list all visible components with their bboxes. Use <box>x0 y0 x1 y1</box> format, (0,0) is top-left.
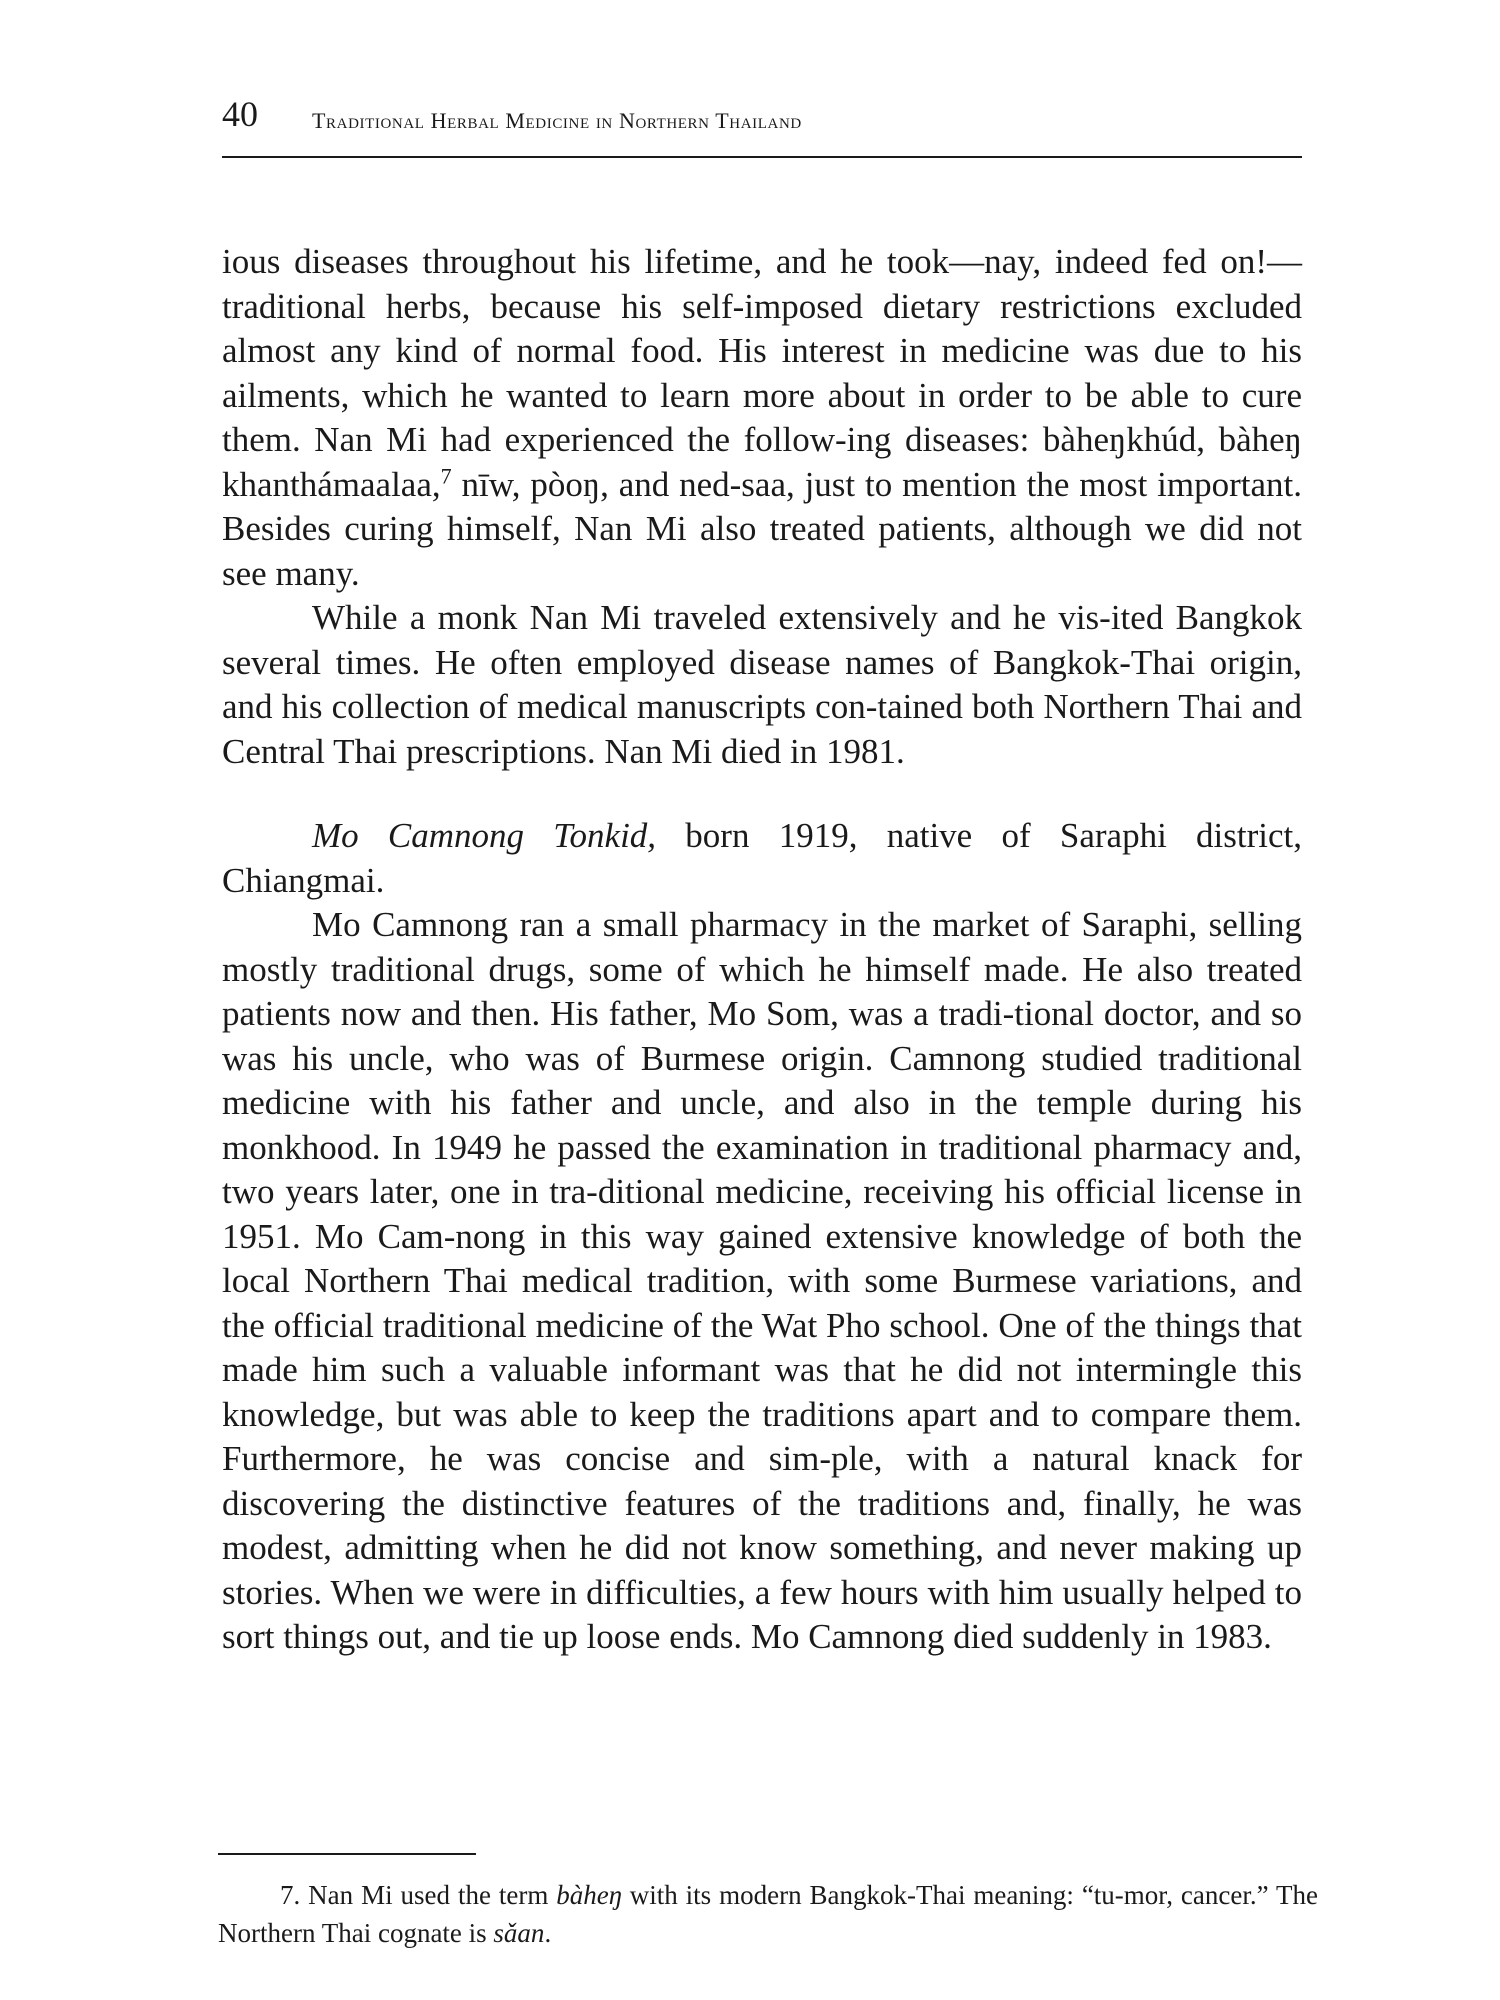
footnote-term: sǎan <box>493 1918 545 1948</box>
footnote-end: . <box>544 1918 552 1948</box>
page-number: 40 <box>222 94 258 134</box>
running-header <box>222 96 1302 158</box>
footnote <box>218 1876 1318 1952</box>
informant-details: born 1919, native of Saraphi district, Chiangmai. <box>222 816 1302 900</box>
footnote-lead: 7. Nan Mi used the term <box>280 1880 557 1910</box>
footnote-marker: 7 <box>440 462 452 488</box>
paragraph-text: nīw, pòoŋ, and ned-saa, just to mention the most important. Besides curing himself, Nan Mi also treated patients, although we did not see many. <box>222 464 1302 593</box>
running-title: Traditional Herbal Medicine in Northern Thailand <box>312 108 802 133</box>
footnote-text <box>218 1876 1318 1952</box>
footnote-divider <box>218 1853 476 1855</box>
main-text <box>222 240 1302 1660</box>
paragraph-informant-intro <box>222 814 1302 903</box>
informant-name: Mo Camnong Tonkid, <box>312 816 657 855</box>
paragraph-mo-camnong: Mo Camnong ran a small pharmacy in the market of Saraphi, selling mostly traditional drugs, some of which he himself made. He also treated patients now and then. His father, Mo Som, was a tradi-tional doctor, and so was his uncle, who was of Burmese origin. Camnong studied traditional medicine with his father and uncle, and also in the temple during his monkhood. In 1949 he passed the examination in traditional pharmacy and, two years later, one in tra-ditional medicine, receiving his official license in 1951. Mo Cam-nong in this way gained extensive knowledge of both the local Northern Thai medical tradition, with some Burmese variations, and the official traditional medicine of the Wat Pho school. One of the things that made him such a valuable informant was that he did not intermingle this knowledge, but was able to keep the traditions apart and to compare them. Furthermore, he was concise and sim-ple, with a natural knack for discovering the distinctive features of the traditions and, finally, he was modest, admitting when he did not know something, and never making up stories. When we were in difficulties, a few hours with him usually helped to sort things out, and tie up loose ends. Mo Camnong died suddenly in 1983. <box>222 905 1302 1656</box>
paragraph-text: ious diseases throughout his lifetime, and he took—nay, indeed fed on!—traditional herbs, because his self-imposed dietary restrictions excluded almost any kind of normal food. His interest in medicine was due to his ailments, which he wanted to learn more about in order to be able to cure them. Nan Mi had experienced the follow-ing diseases: bàheŋkhúd, bàheŋ khanthámaalaa, <box>222 242 1302 504</box>
paragraph-nan-mi-travels: While a monk Nan Mi traveled extensively and he vis-ited Bangkok several times. He often employed disease names of Bangkok-Thai origin, and his collection of medical manuscripts con-tained both Northern Thai and Central Thai prescriptions. Nan Mi died in 1981. <box>222 598 1302 771</box>
footnote-term: bàheŋ <box>556 1880 622 1910</box>
footnote-middle: with its modern Bangkok-Thai meaning: “tu-mor, cancer.” The Northern Thai cognate is <box>218 1880 1318 1948</box>
paragraph-nan-mi-diseases <box>222 240 1302 596</box>
